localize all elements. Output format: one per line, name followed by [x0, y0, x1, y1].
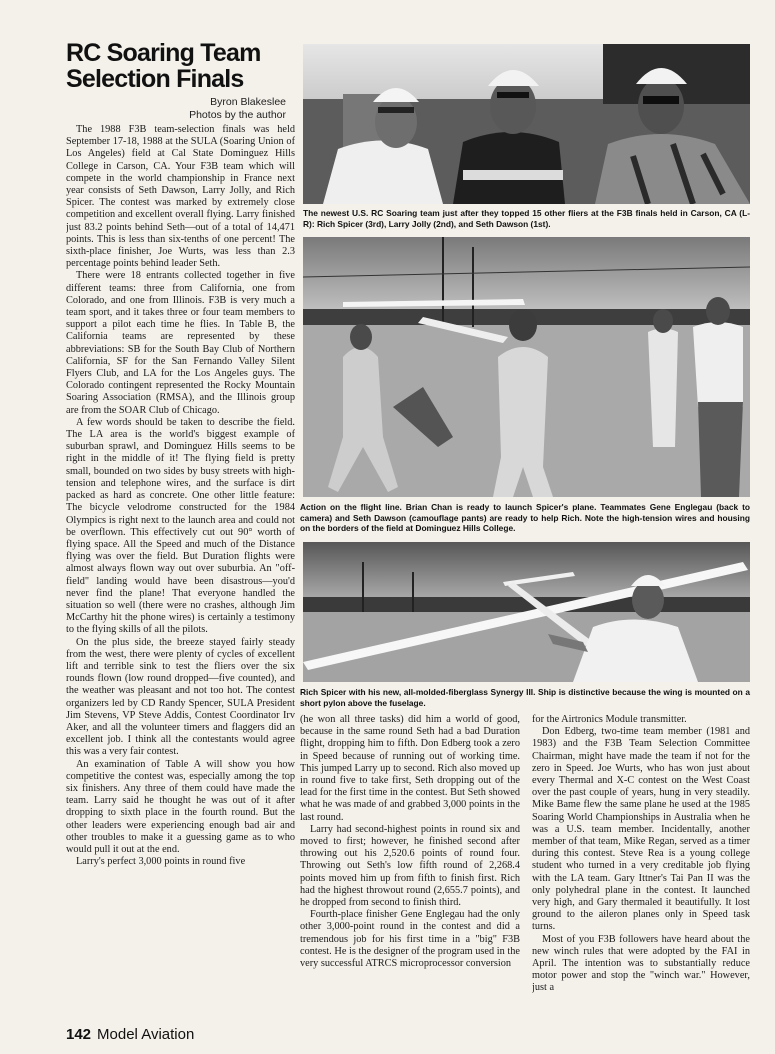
body-paragraph: Larry had second-highest points in round six and moved to first; however, he finished second after throwing out his 2,520.6 points of round four. Throwing out Seth's low fifth round of 2,268.4 points moved him up from fifth to finish first. Rich had the highest throwout round (2,655.7 points), and he dropped from second to finish third. — [300, 823, 520, 909]
body-paragraph: Don Edberg, two-time team member (1981 and 1983) and the F3B Team Selection Committee Chairman, might have made the team if not for the zero in Speed. Joe Wurts, who has won just about every Thermal and X-C contest on the West Coast over the past couple of years, hung in very steadily. Mike Bame flew the same plane he used at the 1985 Soaring World Championships in Australia when he was a U.S. team member. Incidentally, another member of that team, Mike Regan, served as a timer during this contest. Steve Rea is a young college student who turned in a very creditable job flying with the LA team. Gary Ittner's Tai Pan II was the only polyhedral plane in the contest. It launched very high, and Gary thermaled it beautifully. It lost ground to the aileron planes only in Speed task turns. — [532, 726, 750, 933]
page-number: 142 — [66, 1026, 92, 1043]
photo-credit: Photos by the author — [189, 109, 286, 121]
body-paragraph: A few words should be taken to describe the field. The LA area is the world's biggest example of suburban sprawl, and Dominguez Hills seems to be right in the middle of it! The flying field is pretty small, bounded on two sides by busy streets with high-tension and telephone wires, and the surface is dirt packed as hard as concrete. One other little feature: The bicycle velodrome constructed for the 1984 Olympics is right next to the launch area and could not be overflown. This effectively cut out 90° worth of flying space. All the Speed and much of the Distance flying was over the field. But Duration flights were almost always flown way out over suburbia. An "off-field" landing would have been disastrous—you'd never find the plane! That everyone handled the situation so well (there were no crashes, although Jim McCarthy hit the phone wires) is certainly a testimony to the flying skills of all the pilots. — [66, 416, 295, 636]
body-paragraph: There were 18 entrants collected together in five different teams: three from California, one from Colorado, and one from Illinois. F3B is very much a team sport, and it takes three or four team members to support a pilot each time he flies. In Table B, the California teams are represented by these abbreviations: SB for the South Bay Club of Northern California, SF for the San Fernando Valley Silent Flyers Club, and LA for the Los Angeles guys. The Colorado contingent represented the Rocky Mountain Soaring Association (RMSA), and the Illinois group are from the SOAR Club of Chicago. — [66, 270, 295, 416]
photo-caption-flight-line: Action on the flight line. Brian Chan is ready to launch Spicer's plane. Teammates Gene Englegau (back to camera) and Seth Dawson (camouflage pants) are ready to help Rich. Note the high-tension wires and housing on the borders of the field at Dominguez Hills College. — [300, 502, 750, 534]
body-paragraph: The 1988 F3B team-selection finals was held September 17-18, 1988 at the SULA (Soaring Union of Los Angeles) field at Cal State Dominguez Hills College in Carson, CA. Your F3B team which will compete in the world championship in France next year consists of Seth Dawson, Larry Jolly, and Rich Spicer. The contest was marked by extremely close competition and excellent overall flying. Larry finished just 83.2 points behind Seth—out of a total of 14,471 points. This is less than six-tenths of one percent! The sixth-place finisher, Joe Wurts, was less than 2.3 percentage points behind leader Seth. — [66, 124, 295, 270]
body-paragraph: Larry's perfect 3,000 points in round five — [76, 856, 246, 868]
body-column-3 — [532, 714, 750, 1020]
flight-line-photo — [303, 237, 750, 497]
byline — [66, 96, 286, 122]
body-paragraph: for the Airtronics Module transmitter. — [532, 714, 687, 725]
body-paragraph: (he won all three tasks) did him a world of good, because in the same round Seth had a bad Duration flight, dropping him to fifth. Don Edberg took a zero in Speed because of running out of working time. This jumped Larry up to second. Rich also moved up in round five to take first, Seth dropping out of the lead for the first time in the contest. But Seth showed what he was made of and grabbed 3,000 points in the last round. — [300, 714, 520, 823]
publication-name: Model Aviation — [97, 1026, 195, 1043]
body-column-1 — [66, 124, 295, 1014]
team-portrait-photo — [303, 44, 750, 204]
body-paragraph: An examination of Table A will show you how competitive the contest was, especially among the top six finishers. Any three of them could have made the team. Larry said he thought he was out of it after dropping to sixth place in the fourth round. But the other leaders were experiencing enough bad air and other troubles to make it a guessing game as to who would pull it out at the end. — [66, 758, 295, 855]
photo-caption-team: The newest U.S. RC Soaring team just after they topped 15 other fliers at the F3B finals held in Carson, CA (L-R): Rich Spicer (3rd), Larry Jolly (2nd), and Seth Dawson (1st). — [303, 208, 750, 229]
article-title: RC Soaring Team Selection Finals — [66, 39, 261, 93]
body-paragraph: On the plus side, the breeze stayed fairly steady from the west, there were plenty of cycles of excellent lift and terrible sink to test the fliers over the six rounds flown (low round dropped—five counted), and the weather was pleasant and not too hot. The contest organizers led by CD Randy Spencer, SULA President Jim Stevens, VP Steve Addis, Contest Coordinator Irv Aker, and all the volunteer timers and flaggers did an excellent job. I think all the contestants would agree this was a very fair contest. — [66, 636, 295, 758]
page-footer — [66, 1026, 194, 1043]
synergy-glider-photo — [303, 542, 750, 682]
body-column-2 — [300, 714, 520, 1020]
photo-caption-synergy: Rich Spicer with his new, all-molded-fiberglass Synergy III. Ship is distinctive because the wing is mounted on a short pylon above the fuselage. — [300, 687, 750, 708]
body-paragraph: Most of you F3B followers have heard about the new winch rules that were adopted by the FAI in April. The intention was to substantially reduce motor power and stop the "winch war." However, just a — [532, 933, 750, 994]
author-name: Byron Blakeslee — [210, 96, 286, 108]
body-paragraph: Fourth-place finisher Gene Englegau had the only other 3,000-point round in the contest and did a tremendous job for his first time in a "big" F3B contest. He is the designer of the program used in the very successful ATRCS microprocessor conversion — [300, 909, 520, 970]
